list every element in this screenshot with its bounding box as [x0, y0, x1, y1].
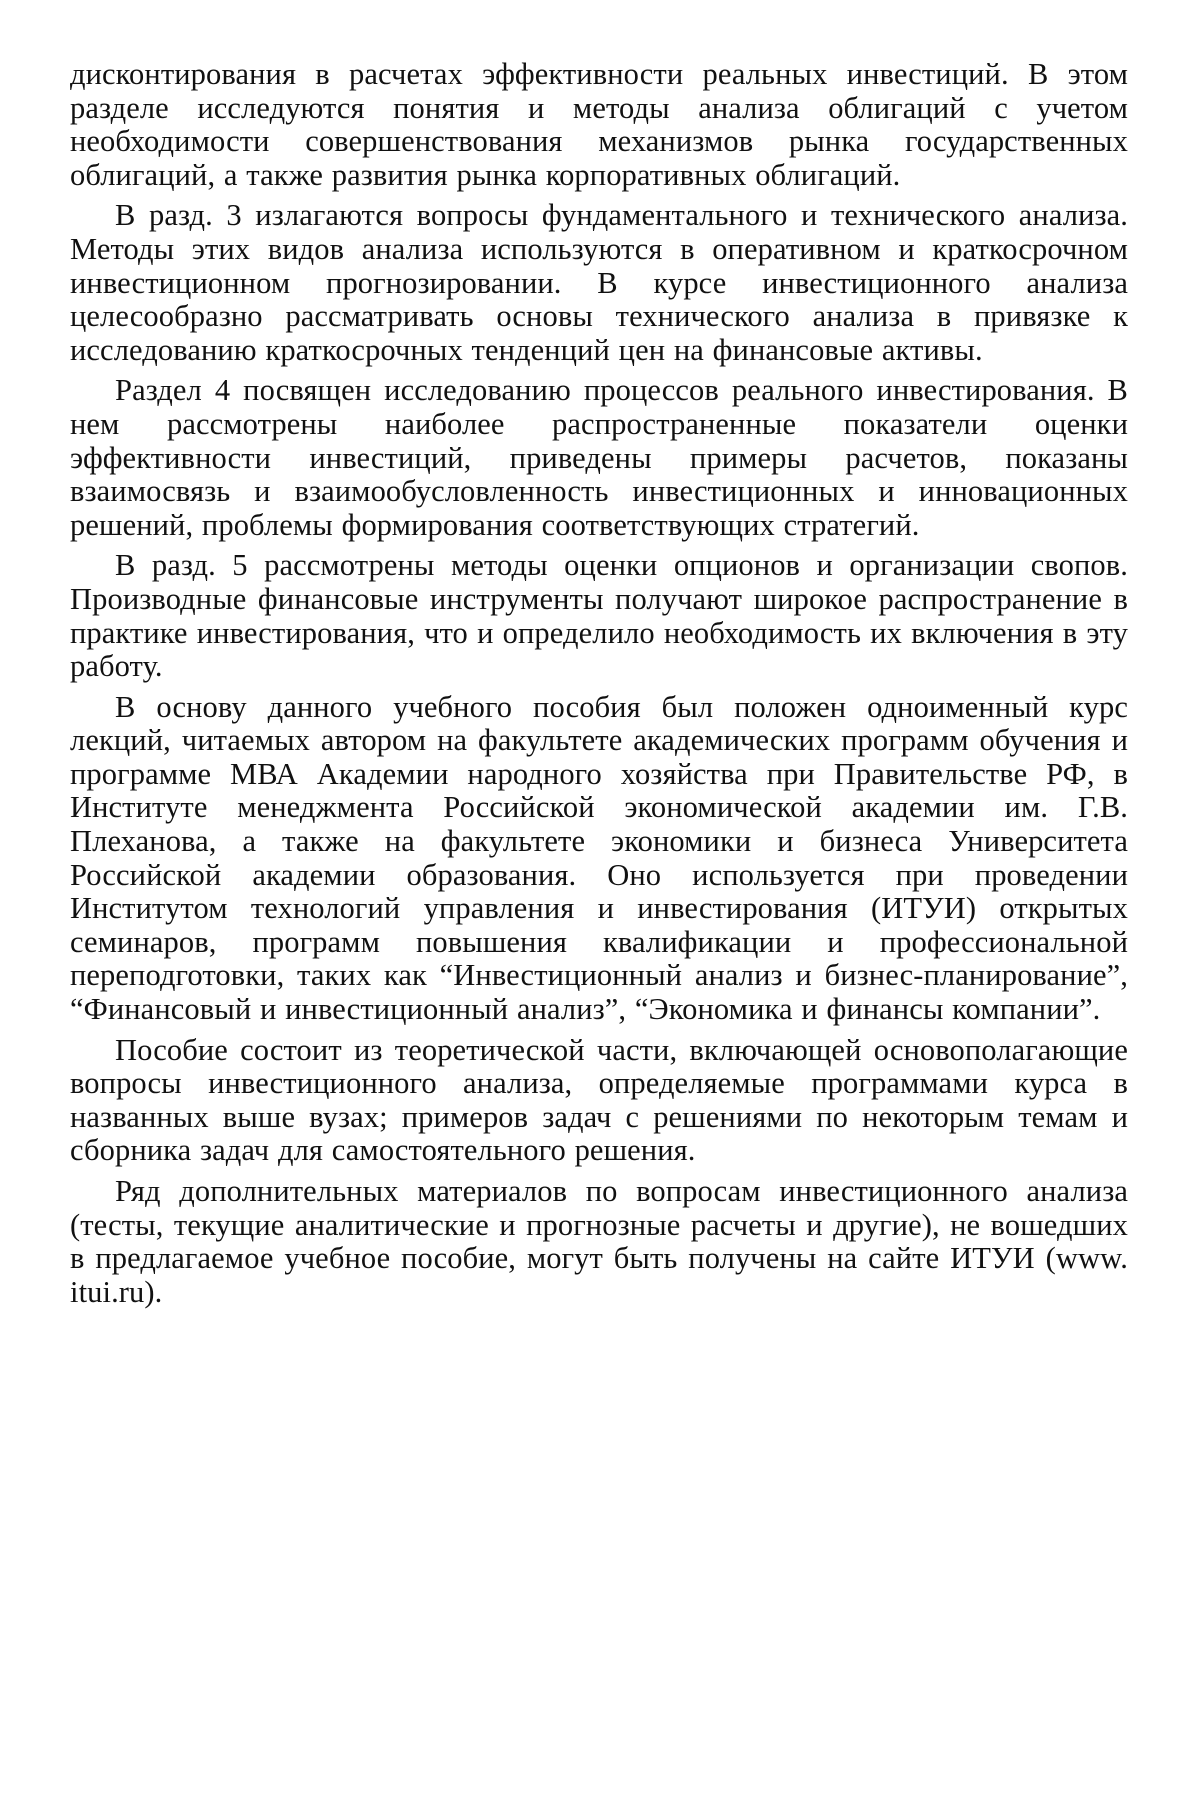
paragraph-section-5: В разд. 5 рассмотрены методы оценки опционов и организации свопов. Производные финансовые инструменты получают широкое распространение в практике инвестирования, что и определило необходимость их включения в эту работу.	[70, 548, 1128, 684]
paragraph-structure: Пособие состоит из теоретической части, включающей основополагающие вопросы инвестиционного анализа, определяемые программами курса в названных выше вузах; примеров задач с решениями по некоторым темам и сборника задач для самостоятельного решения.	[70, 1032, 1128, 1168]
paragraph-additional-materials: Ряд дополнительных материалов по вопросам инвестиционного анализа (тесты, текущие аналитические и прогнозные расчеты и другие), не вошедших в предлагаемое учебное пособие, могут быть получены на сайте ИТУИ (www. itui.ru).	[70, 1174, 1128, 1309]
paragraph-course-basis: В основу данного учебного пособия был положен одноименный курс лекций, читаемых автором на факультете академических программ обучения и программе МВА Академии народного хозяйства при Правительстве РФ, в Институте менеджмента Российской экономической академии им. Г.В. Плеханова, а также на факультете экономики и бизнеса Университета Российской академии образования. Оно используется при проведении Институтом технологий управления и инвестирования (ИТУИ) открытых семинаров, программ повышения квалификации и профессиональной переподготовки, таких как “Инвестиционный анализ и бизнес-планирование”, “Финансовый и инвестиционный анализ”, “Экономика и финансы компании”.	[70, 689, 1128, 1027]
paragraph-section-4: Раздел 4 посвящен исследованию процессов реального инвестирования. В нем рассмотрены наиболее распространенные показатели оценки эффективности инвестиций, приведены примеры расчетов, показаны взаимосвязь и взаимообусловленность инвестиционных и инновационных решений, проблемы формирования соответствующих стратегий.	[70, 373, 1128, 542]
document-page	[70, 58, 1128, 1309]
paragraph-bond-analysis: дисконтирования в расчетах эффективности реальных инвестиций. В этом разделе исследуются понятия и методы анализа облигаций с учетом необходимости совершенствования механизмов рынка государственных облигаций, а также развития рынка корпоративных облигаций.	[70, 57, 1128, 192]
paragraph-section-3: В разд. 3 излагаются вопросы фундаментального и технического анализа. Методы этих видов анализа используются в оперативном и краткосрочном инвестиционном прогнозировании. В курсе инвестиционного анализа целесообразно рассматривать основы технического анализа в привязке к исследованию краткосрочных тенденций цен на финансовые активы.	[70, 198, 1128, 367]
